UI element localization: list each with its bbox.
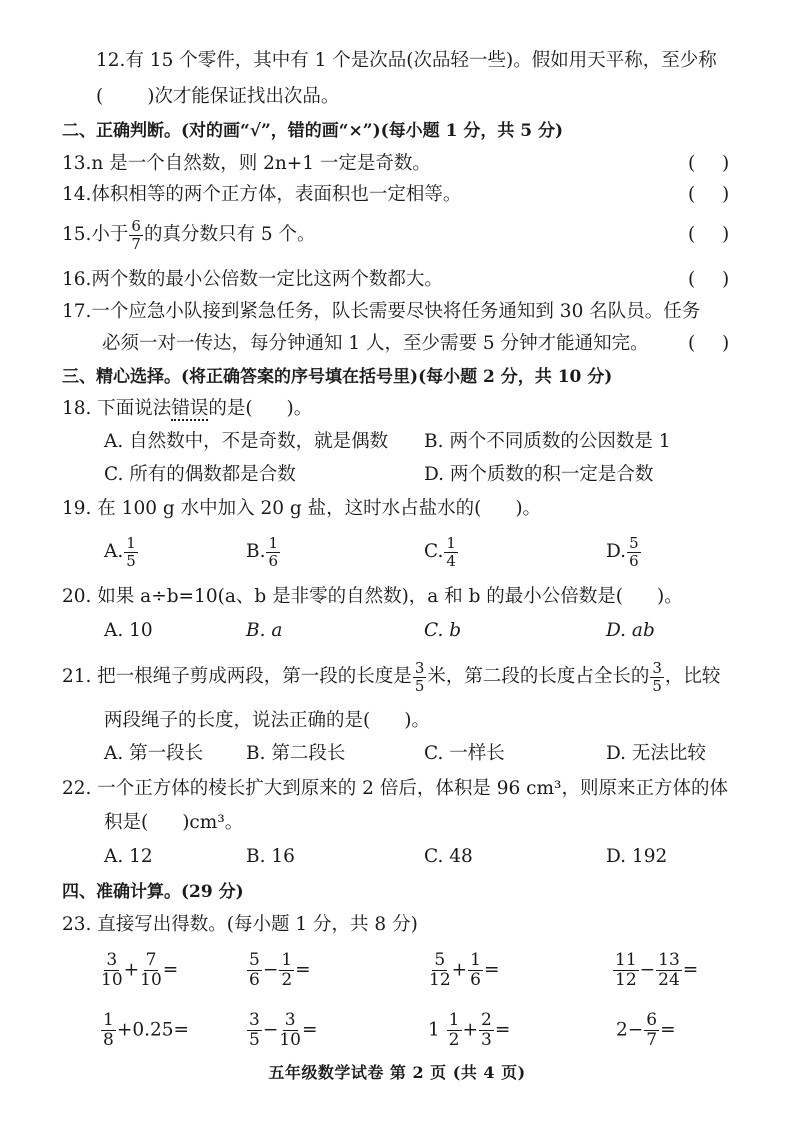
calc-expr-4: $\frac{11}{12}$ − $\frac{13}{24}$ = bbox=[615, 950, 699, 990]
q12-line2: ( )次才能保证找出次品。 bbox=[96, 86, 340, 107]
fraction: $\frac{2}{3}$ bbox=[481, 1010, 492, 1050]
fraction: $\frac{1}{4}$ bbox=[446, 533, 456, 570]
fraction: $\frac{5}{12}$ bbox=[429, 950, 451, 990]
fraction: $\frac{6}{7}$ bbox=[646, 1010, 658, 1050]
calc-expr-7: 1 $\frac{1}{2}$ + $\frac{2}{3}$ = bbox=[428, 1010, 511, 1050]
fraction: $\frac{3}{5}$ bbox=[414, 658, 425, 695]
q21-option-c: C. 一样长 bbox=[424, 743, 505, 764]
q14-answer-parens[interactable]: ( ) bbox=[688, 184, 730, 205]
fraction: $\frac{1}{5}$ bbox=[126, 533, 136, 570]
q15: 15.小于 $\frac{6}{7}$ 的真分数只有 5 个。 bbox=[62, 216, 316, 253]
fraction: $\frac{7}{10}$ bbox=[140, 950, 162, 990]
fraction: $\frac{1}{2}$ bbox=[448, 1010, 460, 1050]
q19-option-b: B. $\frac{1}{6}$ bbox=[246, 533, 279, 570]
fraction: $\frac{1}{6}$ bbox=[470, 950, 481, 990]
q21-option-a: A. 第一段长 bbox=[104, 743, 204, 764]
q18-option-b: B. 两个不同质数的公因数是 1 bbox=[424, 431, 671, 452]
q20-stem: 20. 如果 a÷b=10(a、b 是非零的自然数)，a 和 b 的最小公倍数是( )。 bbox=[62, 586, 683, 607]
q15-answer-parens[interactable]: ( ) bbox=[688, 224, 730, 245]
page-footer: 五年级数学试卷 第 2 页 (共 4 页) bbox=[268, 1063, 526, 1082]
fraction: $\frac{1}{6}$ bbox=[268, 533, 279, 570]
section3-title: 三、精心选择。(将正确答案的序号填在括号里)(每小题 2 分，共 10 分) bbox=[62, 367, 613, 387]
fraction: $\frac{3}{5}$ bbox=[249, 1010, 260, 1050]
q16: 16.两个数的最小公倍数一定比这两个数都大。 bbox=[62, 269, 443, 290]
fraction: $\frac{1}{2}$ bbox=[281, 950, 293, 990]
q17-line1: 17.一个应急小队接到紧急任务，队长需要尽快将任务通知到 30 名队员。任务 bbox=[62, 301, 701, 322]
q13-answer-parens[interactable]: ( ) bbox=[688, 153, 730, 174]
emphasis-text: 错误 bbox=[171, 398, 209, 419]
q22-line1: 22. 一个正方体的棱长扩大到原来的 2 倍后，体积是 96 cm³，则原来正方体的体 bbox=[62, 778, 728, 799]
q18-option-d: D. 两个质数的积一定是合数 bbox=[424, 464, 654, 485]
q16-answer-parens[interactable]: ( ) bbox=[688, 269, 730, 290]
q22-line2: 积是( )cm³。 bbox=[104, 812, 244, 833]
q22-option-a: A. 12 bbox=[104, 846, 153, 867]
q22-option-d: D. 192 bbox=[606, 846, 668, 867]
q21-line1: 21. 把一根绳子剪成两段，第一段的长度是 $\frac{3}{5}$ 米，第二段的长度占全长的 $\frac{3}{5}$ ，比较 bbox=[62, 658, 721, 695]
q21-line2: 两段绳子的长度，说法正确的是( )。 bbox=[104, 710, 430, 731]
q20-option-a: A. 10 bbox=[104, 620, 153, 641]
fraction: $\frac{3}{10}$ bbox=[101, 950, 123, 990]
section4-title: 四、准确计算。(29 分) bbox=[62, 882, 244, 902]
q18-option-c: C. 所有的偶数都是合数 bbox=[104, 464, 296, 485]
q22-option-b: B. 16 bbox=[246, 846, 295, 867]
q19-option-a: A. $\frac{1}{5}$ bbox=[104, 533, 136, 570]
q17-answer-parens[interactable]: ( ) bbox=[688, 333, 730, 354]
q21-option-d: D. 无法比较 bbox=[606, 743, 706, 764]
calc-expr-6: $\frac{3}{5}$ − $\frac{3}{10}$ = bbox=[249, 1010, 318, 1050]
calc-expr-5: $\frac{1}{8}$ +0.25= bbox=[103, 1010, 190, 1050]
q19-option-d: D. $\frac{5}{6}$ bbox=[606, 533, 639, 570]
q21-option-b: B. 第二段长 bbox=[246, 743, 346, 764]
fraction: $\frac{11}{12}$ bbox=[615, 950, 637, 990]
q13: 13.n 是一个自然数，则 2n+1 一定是奇数。 bbox=[62, 153, 431, 174]
calc-expr-3: $\frac{5}{12}$ + $\frac{1}{6}$ = bbox=[429, 950, 500, 990]
fraction: $\frac{3}{10}$ bbox=[279, 1010, 301, 1050]
calc-expr-2: $\frac{5}{6}$ − $\frac{1}{2}$ = bbox=[249, 950, 311, 990]
q17-line2: 必须一对一传达，每分钟通知 1 人，至少需要 5 分钟才能通知完。 bbox=[102, 333, 649, 354]
q12-line1: 12.有 15 个零件，其中有 1 个是次品(次品轻一些)。假如用天平称，至少称 bbox=[96, 50, 717, 71]
fraction: $\frac{6}{7}$ bbox=[131, 216, 141, 253]
q18-option-a: A. 自然数中，不是奇数，就是偶数 bbox=[104, 431, 389, 452]
q19-stem: 19. 在 100 g 水中加入 20 g 盐，这时水占盐水的( )。 bbox=[62, 498, 542, 519]
fraction: $\frac{5}{6}$ bbox=[629, 533, 639, 570]
q18-stem: 18. 下面说法错误的是( )。 bbox=[62, 398, 313, 419]
calc-expr-8: 2− $\frac{6}{7}$ = bbox=[616, 1010, 676, 1050]
fraction: $\frac{1}{8}$ bbox=[103, 1010, 114, 1050]
q20-option-c: C. b bbox=[424, 620, 462, 641]
section2-title: 二、正确判断。(对的画“√”，错的画“×”)(每小题 1 分，共 5 分) bbox=[62, 121, 564, 141]
q23-instruction: 23. 直接写出得数。(每小题 1 分，共 8 分) bbox=[62, 914, 418, 935]
calc-expr-1: $\frac{3}{10}$ + $\frac{7}{10}$ = bbox=[101, 950, 179, 990]
fraction: $\frac{13}{24}$ bbox=[658, 950, 680, 990]
q14: 14.体积相等的两个正方体，表面积也一定相等。 bbox=[62, 184, 462, 205]
q20-option-b: B. a bbox=[246, 620, 283, 641]
fraction: $\frac{5}{6}$ bbox=[249, 950, 260, 990]
q19-option-c: C. $\frac{1}{4}$ bbox=[424, 533, 456, 570]
q20-option-d: D. ab bbox=[606, 620, 655, 641]
q22-option-c: C. 48 bbox=[424, 846, 473, 867]
fraction: $\frac{3}{5}$ bbox=[652, 658, 662, 695]
